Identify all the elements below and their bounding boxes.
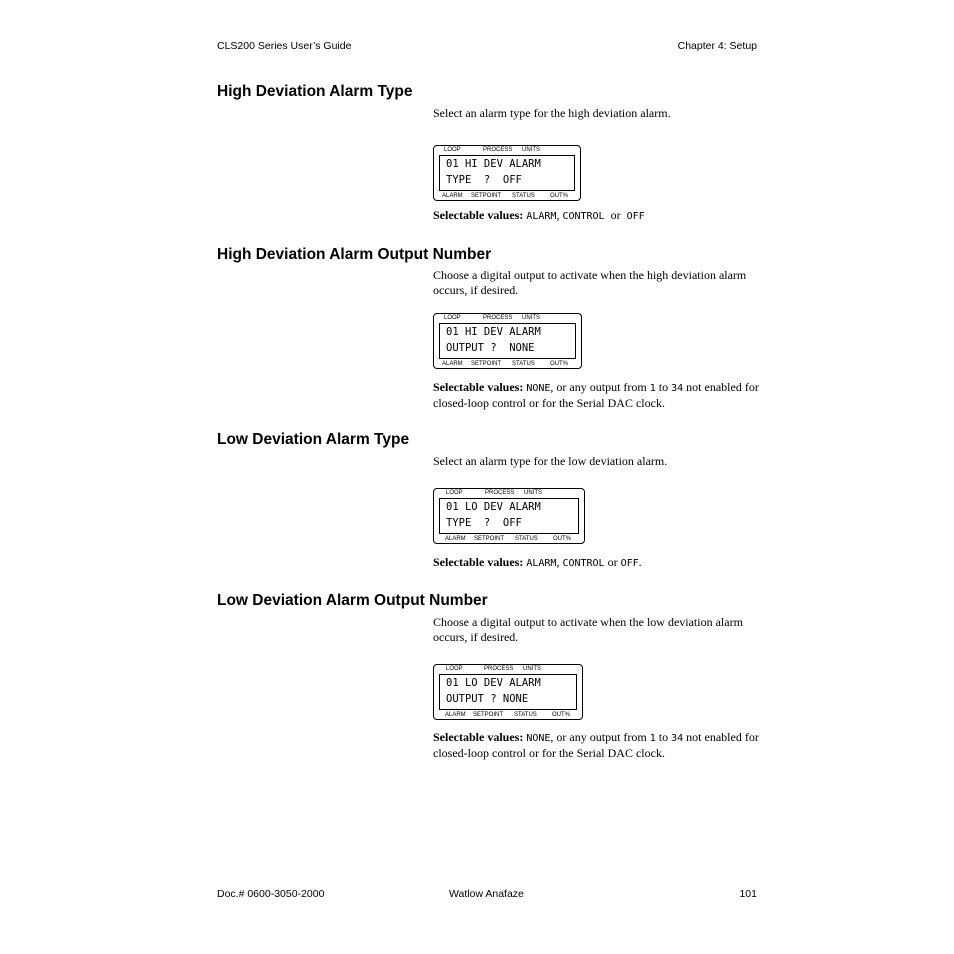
lcd-label-out: OUT% [550,361,568,367]
values-text: , or any output from [550,730,650,744]
lcd-screen [439,674,577,710]
footer-doc-number: Doc.# 0600-3050-2000 [217,888,325,900]
selectable-values-label: Selectable values: [433,555,524,569]
value-control: CONTROL [562,558,605,569]
separator: . [638,555,642,569]
lcd-label-status: STATUS [512,361,535,367]
lcd-label-units: UNITS [524,490,542,496]
lcd-label-status: STATUS [514,712,537,718]
lcd-screen [439,155,575,191]
lcd-screen [439,323,576,359]
running-header-chapter: Chapter 4: Setup [677,40,757,52]
selectable-values-label: Selectable values: [433,380,524,394]
lcd-display [433,488,585,544]
lcd-label-process: PROCESS [484,666,514,672]
values-text: to [655,730,672,744]
lcd-label-out: OUT% [550,193,568,199]
lcd-label-alarm: ALARM [445,712,466,718]
lcd-label-loop: LOOP [444,315,461,321]
lcd-label-process: PROCESS [483,315,513,321]
lcd-label-setpoint: SETPOINT [471,361,502,367]
separator: or [604,208,627,222]
values-text: not enabled for closed-loop control or for the Serial DAC clock. [433,380,759,410]
value-off: OFF [620,558,639,569]
value-range-start: 1 [649,383,656,394]
values-text: , or any output from [550,380,650,394]
section-heading: High Deviation Alarm Output Number [217,246,492,263]
value-alarm: ALARM [526,558,557,569]
value-range-end: 34 [671,733,684,744]
lcd-label-status: STATUS [512,193,535,199]
lcd-line-2: OUTPUT ? NONE [446,692,529,705]
selectable-values [433,730,763,761]
lcd-label-out: OUT% [553,536,571,542]
lcd-line-2: TYPE ? OFF [446,516,522,529]
lcd-line-2: TYPE ? OFF [446,173,522,186]
lcd-label-out: OUT% [552,712,570,718]
lcd-display [433,664,583,720]
lcd-line-1: 01 HI DEV ALARM [446,326,541,338]
selectable-values [433,555,763,571]
lcd-label-setpoint: SETPOINT [471,193,502,199]
value-none: NONE [526,383,551,394]
separator: , [556,208,563,222]
lcd-line-1: 01 LO DEV ALARM [446,501,541,513]
lcd-display [433,145,581,201]
lcd-label-alarm: ALARM [445,536,466,542]
section-intro: Choose a digital output to activate when the low deviation alarm occurs, if desired. [433,615,743,644]
section-intro: Choose a digital output to activate when the high deviation alarm occurs, if desired. [433,268,747,297]
selectable-values [433,380,763,411]
section-heading: High Deviation Alarm Type [217,83,413,100]
lcd-label-loop: LOOP [446,490,463,496]
lcd-label-loop: LOOP [446,666,463,672]
lcd-label-setpoint: SETPOINT [473,712,504,718]
selectable-values [433,208,763,224]
lcd-label-loop: LOOP [444,147,461,153]
separator: , [556,555,563,569]
lcd-line-2: OUTPUT ? NONE [446,341,535,354]
lcd-label-units: UNITS [523,666,541,672]
footer-company: Watlow Anafaze [449,888,524,900]
running-header-title: CLS200 Series User’s Guide [217,40,352,52]
separator: or [604,555,621,569]
lcd-label-units: UNITS [522,315,540,321]
lcd-line-1: 01 LO DEV ALARM [446,677,541,689]
lcd-line-1: 01 HI DEV ALARM [446,158,541,170]
value-control: CONTROL [562,211,605,222]
lcd-label-process: PROCESS [485,490,515,496]
values-text: not enabled for closed-loop control or for the Serial DAC clock. [433,730,759,760]
lcd-label-process: PROCESS [483,147,513,153]
values-text: to [655,380,672,394]
selectable-values-label: Selectable values: [433,208,524,222]
section-heading: Low Deviation Alarm Output Number [217,592,488,609]
section-heading: Low Deviation Alarm Type [217,431,410,448]
value-range-start: 1 [649,733,656,744]
lcd-label-status: STATUS [515,536,538,542]
section-intro: Select an alarm type for the high deviation alarm. [433,106,671,120]
value-off: OFF [626,211,645,222]
value-range-end: 34 [671,383,684,394]
value-alarm: ALARM [526,211,557,222]
lcd-screen [439,498,579,534]
selectable-values-label: Selectable values: [433,730,524,744]
lcd-label-units: UNITS [522,147,540,153]
section-intro: Select an alarm type for the low deviation alarm. [433,454,668,468]
page-number: 101 [739,888,757,900]
lcd-display [433,313,582,369]
value-none: NONE [526,733,551,744]
lcd-label-setpoint: SETPOINT [474,536,505,542]
lcd-label-alarm: ALARM [442,193,463,199]
lcd-label-alarm: ALARM [442,361,463,367]
